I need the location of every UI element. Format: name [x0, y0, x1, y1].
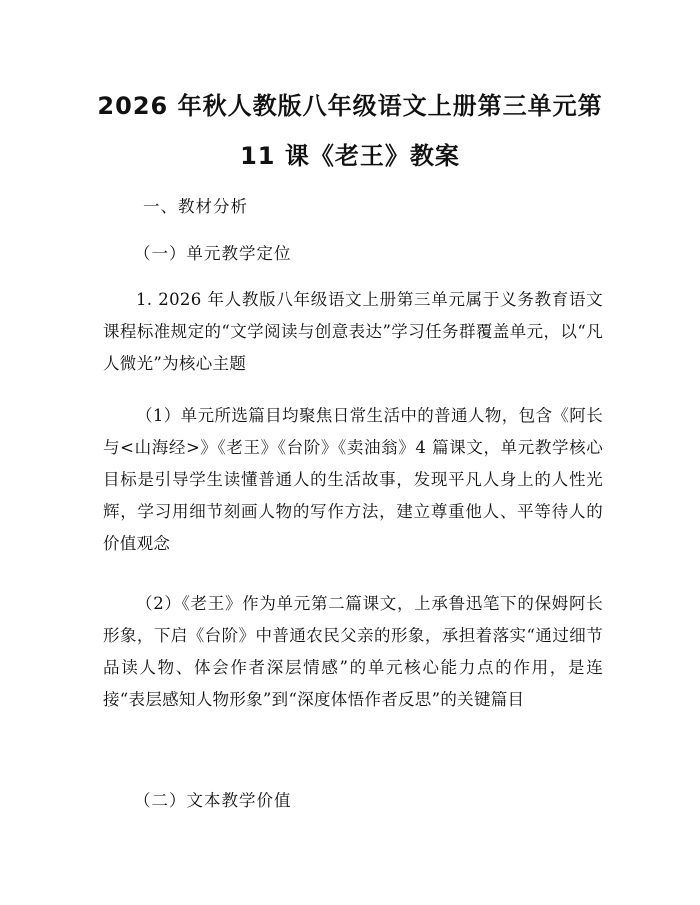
subsection-heading-unit-positioning: （一）单元教学定位 [134, 244, 292, 263]
paragraph-lao-wang-role: （2）《老王》作为单元第二篇课文，上承鲁迅笔下的保姆阿长形象，下启《台阶》中普通农民父亲的形象，承担着落实“通过细节品读人物、体会作者深层情感”的单元核心能力点的作用，是连接“表层感知人物形象”到“深度体悟作者反思”的关键篇目 [103, 594, 603, 709]
section-heading-teaching-material-analysis: 一、教材分析 [143, 197, 248, 216]
document-title-line-1: 2026 年秋人教版八年级语文上册第三单元第 [97, 92, 603, 120]
paragraph-unit-overview: 1. 2026 年人教版八年级语文上册第三单元属于义务教育语文课程标准规定的“文学阅读与创意表达”学习任务群覆盖单元，以“凡人微光”为核心主题 [103, 290, 603, 373]
subsection-heading-text-teaching-value: （二）文本教学价值 [134, 791, 292, 810]
document-title-line-2: 11 课《老王》教案 [240, 142, 460, 170]
paragraph-unit-selections: （1）单元所选篇目均聚焦日常生活中的普通人物，包含《阿长与<山海经>》《老王》《台阶》《卖油翁》4 篇课文，单元教学核心目标是引导学生读懂普通人的生活故事，发现平凡人身上的人性光辉，学习用细节刻画人物的写作方法，建立尊重他人、平等待人的价值观念 [103, 406, 603, 553]
